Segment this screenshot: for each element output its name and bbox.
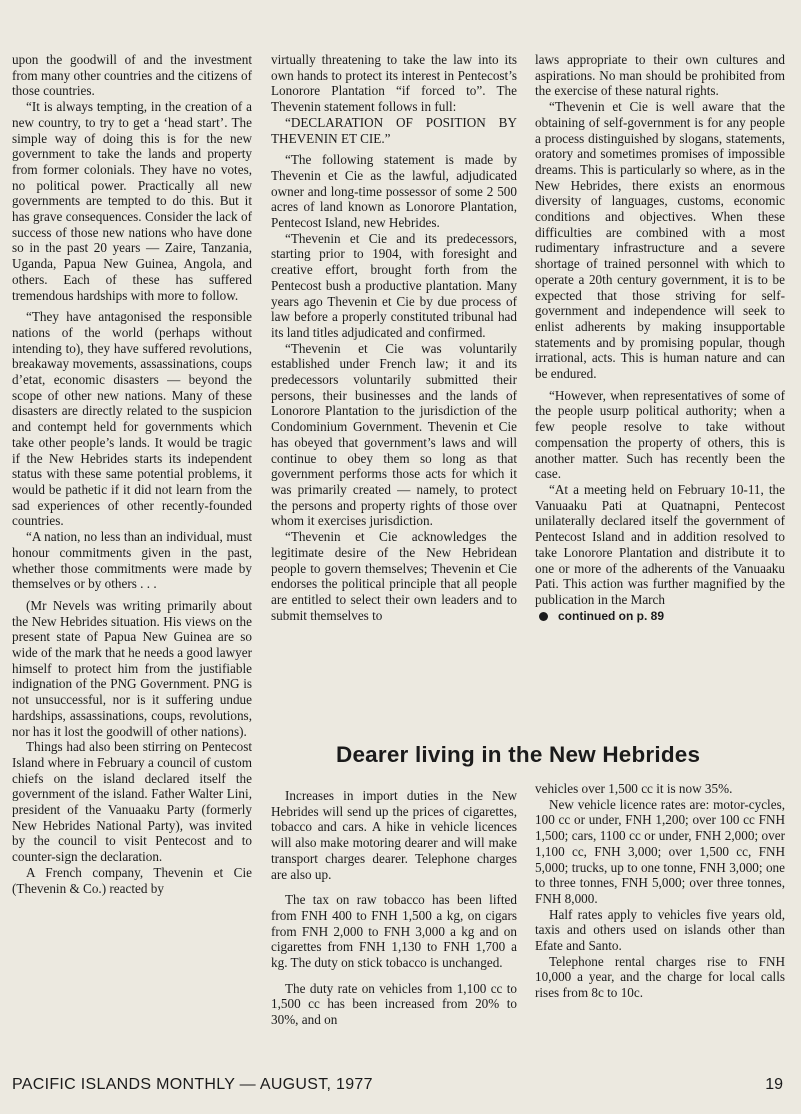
paragraph: A French company, Thevenin et Cie (Thevenin & Co.) reacted by xyxy=(12,864,252,896)
paragraph: Things had also been stirring on Pentecost Island where in February a council of custom chiefs on the island declared itself the government of the island. Father Walter Lini, president of the Vanuaaku Party (formerly New Hebrides National Party), was invited by the council to visit Pentecost and to counter-sign the declaration. xyxy=(12,739,252,865)
paragraph: “At a meeting held on February 10-11, the Vanuaaku Pati at Quatnapni, Pentecost unilaterally declared itself the government of Pentecost Island and in addition resolved to take Lonorore Plantation and distribute it to one or more of the adherents of the Vanuaaku Pati. This action was further magnified by the publication in the March xyxy=(535,481,785,607)
footer-publication: PACIFIC ISLANDS MONTHLY — AUGUST, 1977 xyxy=(12,1076,373,1093)
continued-note xyxy=(535,609,785,625)
paragraph: Increases in import duties in the New Hebrides will send up the prices of cigarettes, tobacco and cars. A hike in vehicle licences will also make motoring dearer and will make transport charges dearer. Telephone charges are also up. xyxy=(271,788,517,882)
paragraph: “Thevenin et Cie was voluntarily established under French law; it and its predecessors voluntarily submitted their persons, their businesses and the lands of Lonorore Plantation to the jurisdiction of the Condominium Government. Thevenin et Cie has obeyed that government’s laws and will continue to obey them so long as that government performs those acts for which it was primarily created — namely, to protect the persons and property rights of those over whom it exercises jurisdiction. xyxy=(271,340,517,529)
paragraph: Telephone rental charges rise to FNH 10,000 a year, and the charge for local calls rises from 8c to 10c. xyxy=(535,953,785,1001)
bullet-icon xyxy=(539,612,548,621)
paragraph: “Thevenin et Cie is well aware that the obtaining of self-government is for any people a process distinguished by slogans, statements, oratory and sometimes promises of impossible dreams. This is particularly so where, as in the New Hebrides, there exists an enormous diversity of languages, customs, economic conditions and objectives. When these difficulties are combined with a most rudimentary infrastructure and a severe shortage of trained personnel with which to operate a 20th century government, it is to be expected that those striving for self-government and independence will seek to enlist adherents by making insupportable statements and by promising popular, though irrational, acts. This is human nature and can be endured. xyxy=(535,99,785,382)
paragraph: “Thevenin et Cie acknowledges the legitimate desire of the New Hebridean people to govern themselves; Thevenin et Cie endorses the political principle that all people are entitled to select their own leaders and to submit themselves to xyxy=(271,529,517,623)
paragraph: “However, when representatives of some of the people usurp political authority; when a few people resolve to take without compensation the property of others, this is another matter. Such has recently been the case. xyxy=(535,387,785,482)
paragraph: The duty rate on vehicles from 1,100 cc to 1,500 cc has been increased from 20% to 30%, and on xyxy=(271,980,517,1028)
paragraph: “They have antagonised the responsible nations of the world (perhaps without intending to), they have suffered revolutions, breakaway movements, assassinations, coups d’etat, economic disasters — beyond the scope of other new nations. Many of these disasters are directly related to the suspicion and contempt held for governments which take other people’s lands. It would be tragic if the New Hebrides starts its independent status with these same potential problems, it would be pathetic if it did not learn from the sad experiences of other recently-founded countries. xyxy=(12,309,252,529)
paragraph: The tax on raw tobacco has been lifted from FNH 400 to FNH 1,500 a kg, on cigars from FNH 2,000 to FNH 3,000 a kg and on cigarettes from FNH 1,130 to FNH 1,700 a kg. The duty on stick tobacco is unchanged. xyxy=(271,892,517,971)
article-column-1 xyxy=(12,52,252,896)
page-number: 19 xyxy=(765,1076,783,1093)
paragraph: Half rates apply to vehicles five years old, taxis and others used on islands other than Efate and Santo. xyxy=(535,906,785,954)
article-column-3 xyxy=(535,52,785,624)
paragraph: virtually threatening to take the law into its own hands to protect its interest in Pentecost’s Lonorore Plantation “if forced to”. The Thevenin statement follows in full: xyxy=(271,52,517,115)
news-column-1 xyxy=(271,788,517,1028)
article-column-2 xyxy=(271,52,517,623)
news-column-2 xyxy=(535,781,785,1001)
paragraph: (Mr Nevels was writing primarily about the New Hebrides situation. His views on the present state of Papua New Guinea are so wide of the mark that he needs a good lawyer himself to protect him from the justifiable indignation of the PNG Government. PNG is not unsuccessful, nor is it suffering undue hardships, assassinations, coups, revolutions, nor has it lost the goodwill of other nations). xyxy=(12,597,252,739)
paragraph: “The following statement is made by Thevenin et Cie as the lawful, adjudicated owner and long-time possessor of some 2 500 acres of land known as Lonorore Plantation, Pentecost Island, new Hebrides. xyxy=(271,152,517,231)
declaration-heading: “DECLARATION OF POSITION BY THEVENIN ET CIE.” xyxy=(271,114,517,146)
headline: Dearer living in the New Hebrides xyxy=(336,742,701,767)
paragraph: vehicles over 1,500 cc it is now 35%. xyxy=(535,781,733,796)
paragraph: “A nation, no less than an individual, must honour commitments given in the past, whether those commitments were made by themselves or by others . . . xyxy=(12,529,252,592)
paragraph: laws appropriate to their own cultures and aspirations. No man should be prohibited from the exercise of these natural rights. xyxy=(535,52,785,99)
paragraph: “Thevenin et Cie and its predecessors, starting prior to 1904, with foresight and creative effort, brought forth from the Pentecost bush a productive plantation. Many years ago Thevenin et Cie by due process of law before a properly constituted tribunal had its land titles adjudicated and confirmed. xyxy=(271,230,517,340)
paragraph: upon the goodwill of and the investment from many other countries and the citizens of those countries. xyxy=(12,52,252,99)
paragraph: New vehicle licence rates are: motor-cycles, 100 cc or under, FNH 1,200; over 100 cc FNH 1,500; cars, 1100 cc or under, FNH 2,000; over 1,100 cc, FNH 3,000; over 1,500 cc, FNH 5,000; trucks, up to one tonne, FNH 3,000; one to three tonnes, FNH 5,000; over three tonnes, FNH 8,000. xyxy=(535,796,785,906)
paragraph: “It is always tempting, in the creation of a new country, to try to get a ‘head start’. The simple way of doing this is for the new government to take the lands and property from former colonials. They have no votes, no political power. Practically all new governments are tempted to do this. But it has grave consequences. Consider the lack of success of those new nations who have done so in the past 20 years — Zaire, Tanzania, Uganda, Papua New Guinea, Angola, and others. Each of these has suffered tremendous hardships with more to follow. xyxy=(12,99,252,303)
continued-label: continued on p. 89 xyxy=(558,608,665,623)
